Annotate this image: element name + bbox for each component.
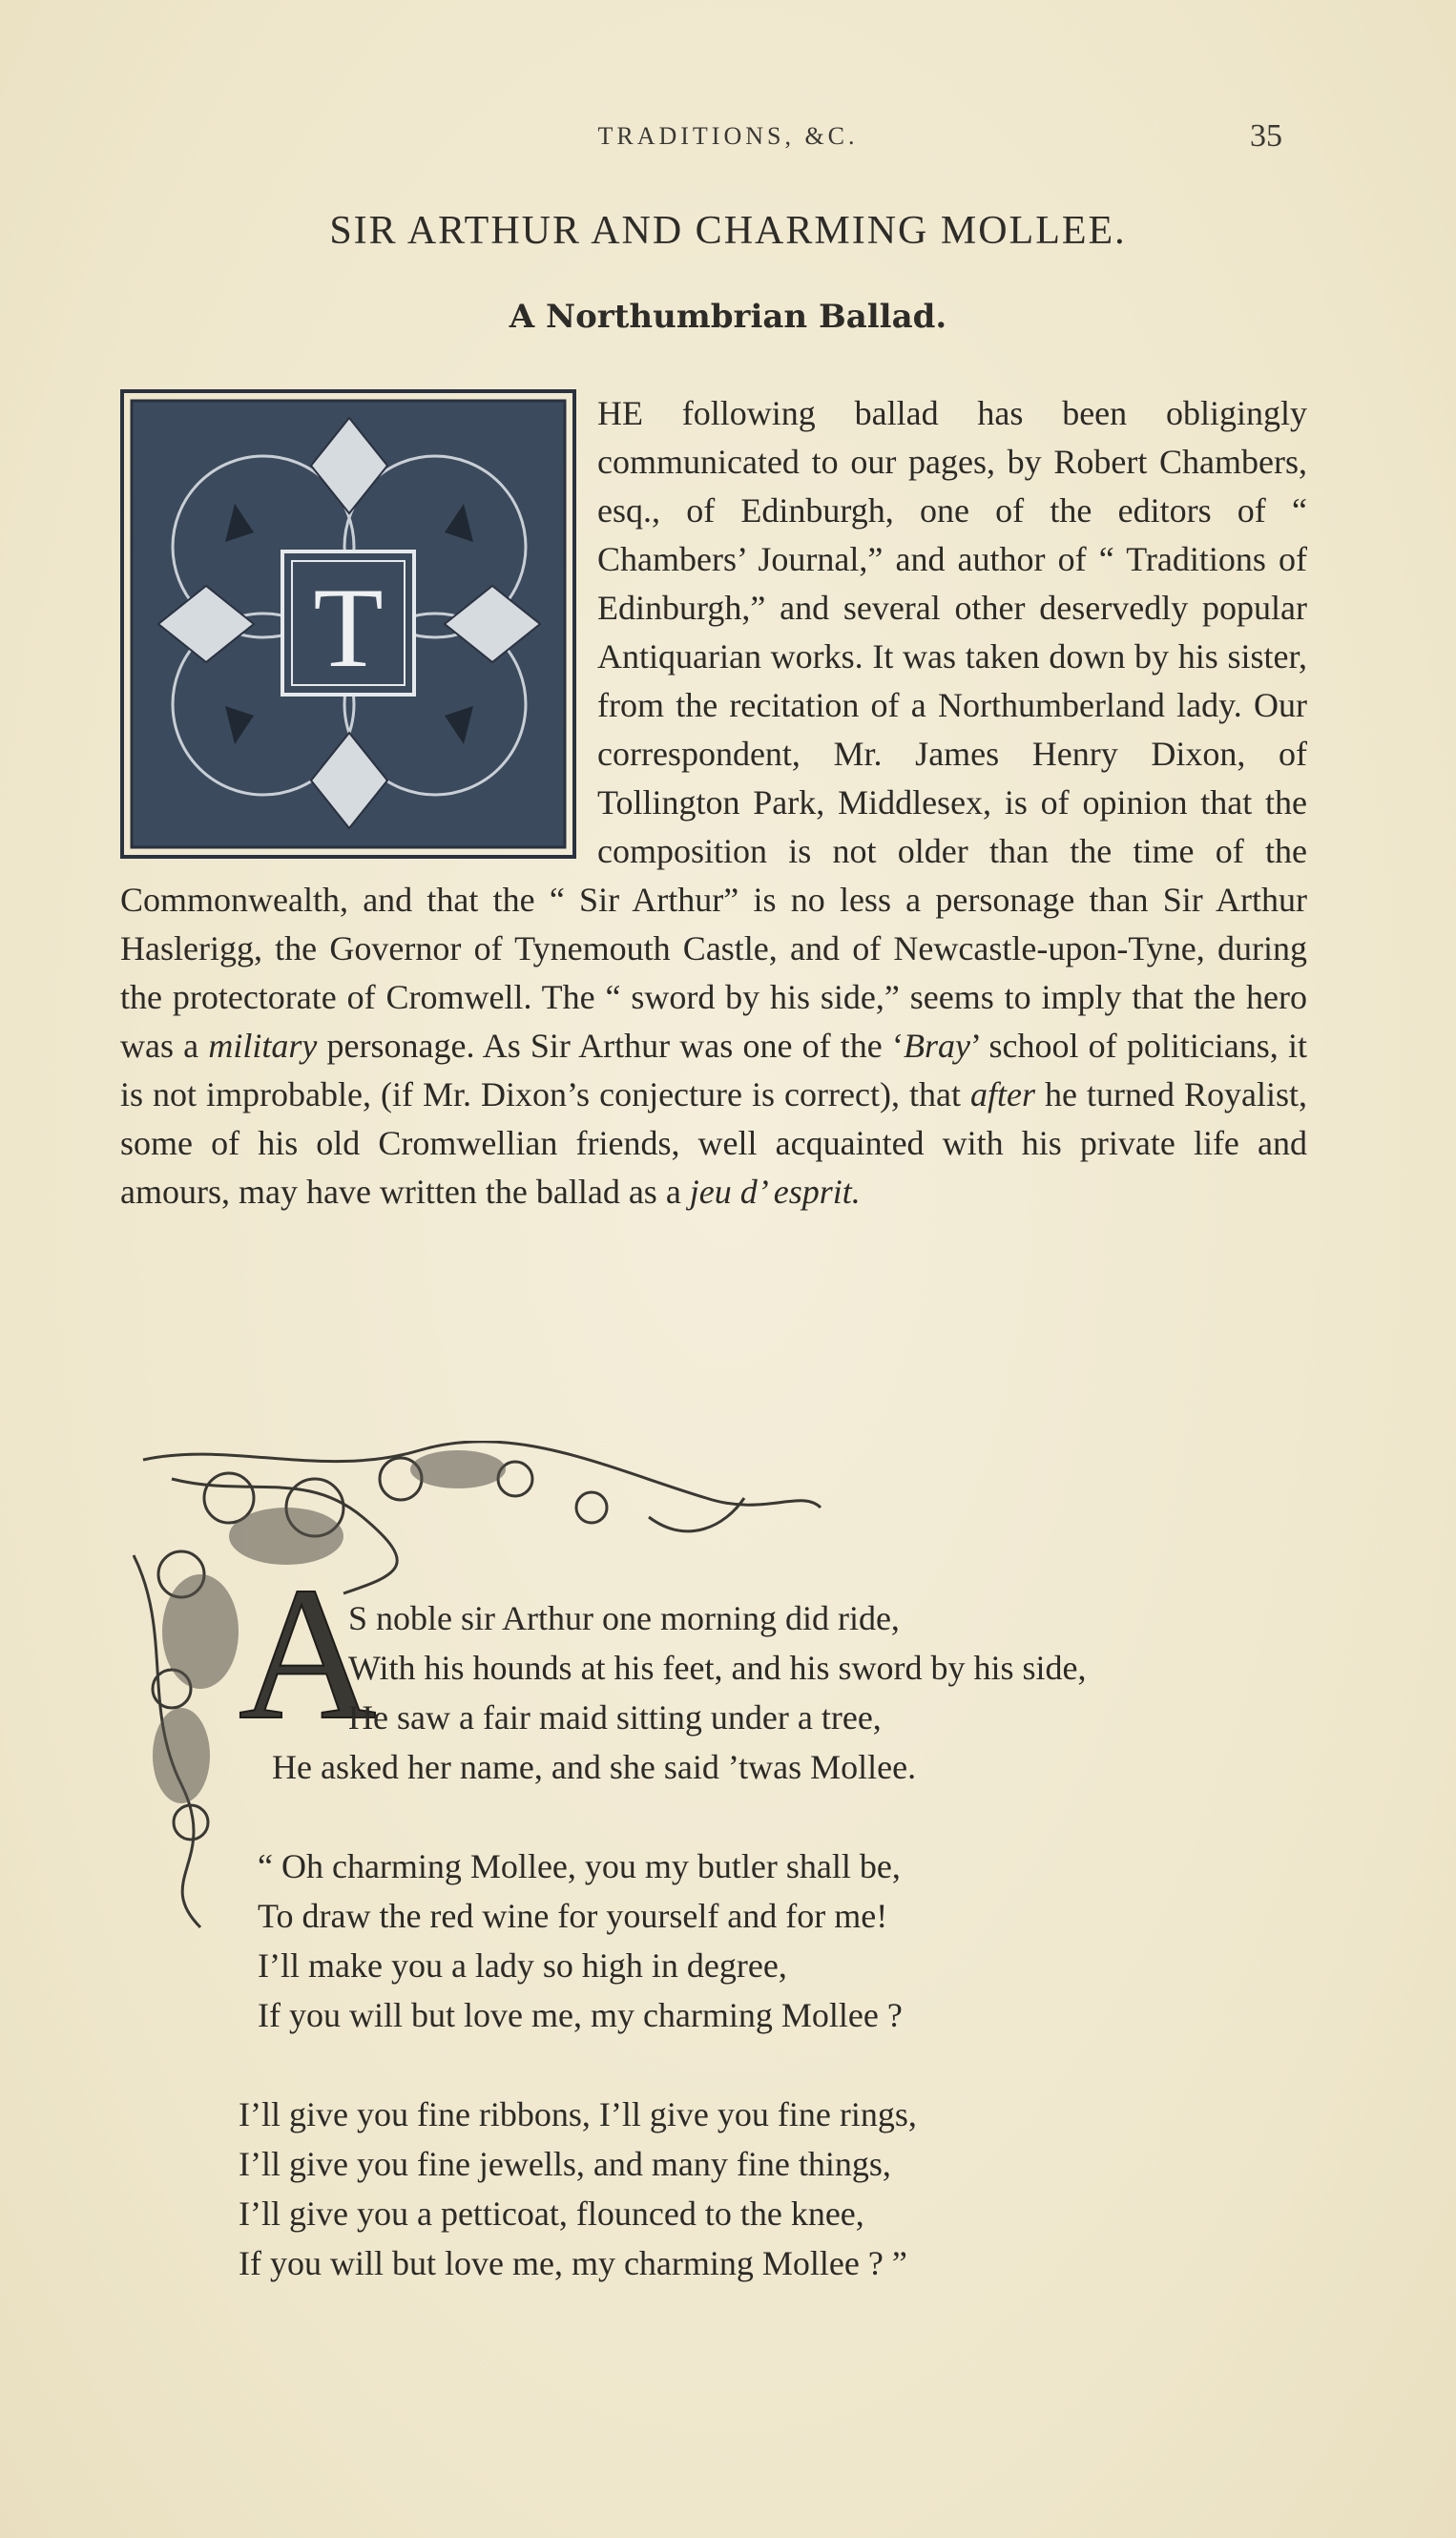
stanza-1-line-4: He asked her name, and she said ’twas Mollee. [272,1748,917,1786]
intro-em-military: military [208,1027,318,1065]
stanza-1-line-1: S noble sir Arthur one morning did ride, [348,1599,900,1637]
ballad-subtitle: A Northumbrian Ballad. [509,298,947,336]
running-title: TRADITIONS, &C. [597,122,859,150]
stanza-3-line-1: I’ll give you fine ribbons, I’ll give you fine rings, [239,2095,917,2133]
page-number: 35 [1250,118,1282,154]
stanza-3-line-2: I’ll give you fine jewells, and many fine things, [239,2145,891,2183]
intro-text-2: personage. As Sir Arthur was one of the ‘ [317,1027,904,1065]
ballad-title: SIR ARTHUR AND CHARMING MOLLEE. [329,209,1127,253]
intro-em-jeu-desprit: jeu d’ esprit. [689,1173,861,1211]
stanza-2-line-2: To draw the red wine for yourself and for me! [258,1897,888,1935]
intro-text-4: he turned Royalist, some of his old Cromwellian friends, well acquainted with his private life and amours, may have written the ballad as a [120,1075,1307,1211]
dropcap-letter: T [313,564,384,691]
intro-em-bray: Bray [903,1027,970,1065]
stanza-1-line-3: He saw a fair maid sitting under a tree, [348,1698,882,1737]
stanza-3-line-3: I’ll give you a petticoat, flounced to the knee, [239,2195,864,2233]
stanza-2-line-4: If you will but love me, my charming Mollee ? [258,1996,903,2034]
stanza-2 [258,1841,903,2040]
intro-em-after: after [969,1075,1035,1113]
stanza-2-line-1: “ Oh charming Mollee, you my butler shall be, [258,1847,901,1885]
stanza-1 [272,1593,1087,1792]
intro-paragraph [120,389,1307,1217]
poem-initial-letter: A [239,1549,377,1759]
stanza-2-line-3: I’ll make you a lady so high in degree, [258,1946,787,1985]
stanza-3 [239,2090,917,2288]
intro-text-3: ’ school of politicians, it is not improbable, (if Mr. Dixon’s conjecture is correct), that [120,1027,1307,1113]
stanza-3-line-4: If you will but love me, my charming Mollee ? ” [239,2244,907,2282]
dropcap-ornament [120,389,576,859]
intro-text-1: HE following ballad has been obligingly communicated to our pages, by Robert Chambers, esq., of Edinburgh, one of the editors of “ Chambers’ Journal,” and author of “ Traditions of Edinburgh,” and several other deservedly popular Antiquarian works. It was taken down by his sister, from the recitation of a Northumberland lady. Our correspondent, Mr. James Henry Dixon, of Tollington Park, Middlesex, is of opinion that the composition is not older than the time of the Commonwealth, and that the “ Sir Arthur” is no less a personage than Sir Arthur Haslerigg, the Governor of Tynemouth Castle, and of Newcastle-upon-Tyne, during the protectorate of Cromwell. The “ sword by his side,” seems to imply that the hero was a [120,394,1307,1065]
stanza-1-line-2: With his hounds at his feet, and his sword by his side, [348,1649,1087,1687]
